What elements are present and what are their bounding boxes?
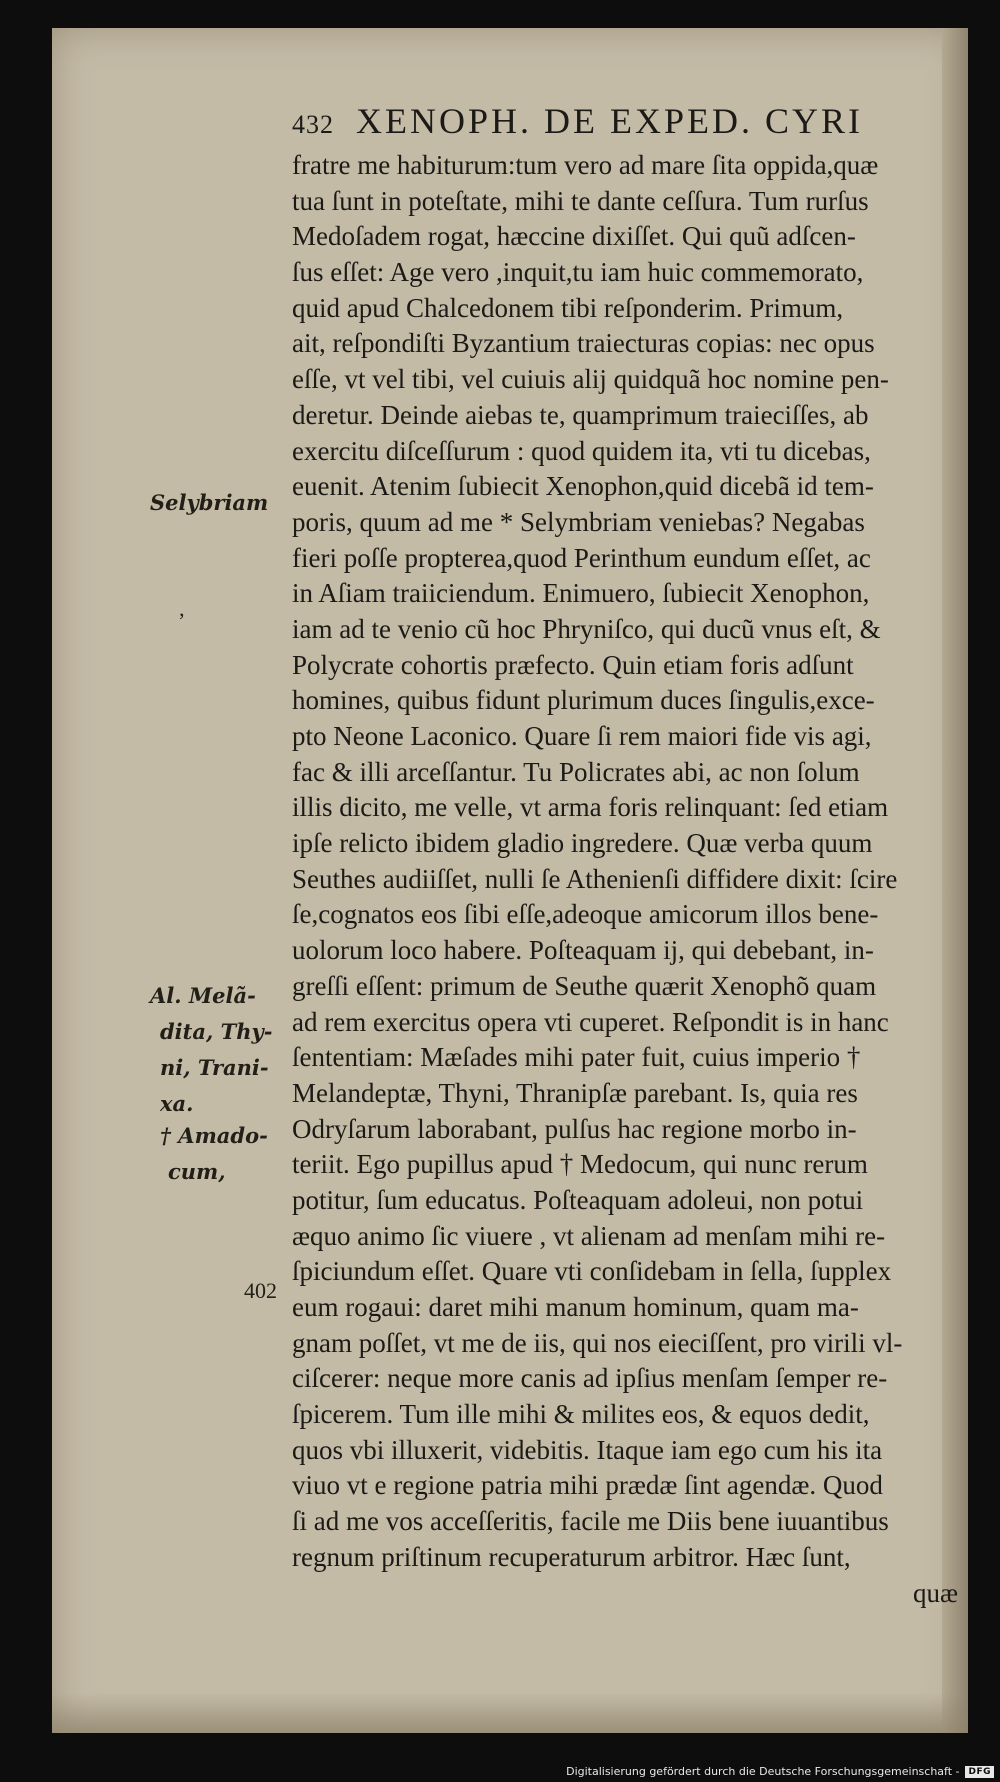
text-line: eſſe, vt vel tibi, vel cuiuis alij quidquã hoc nomine pen- — [292, 364, 889, 395]
margin-note-variant: ni, Trani- — [160, 1055, 269, 1080]
text-line: ciſcerer: neque more canis ad ipſius menſam ſemper re- — [292, 1363, 888, 1394]
text-line: potitur, ſum educatus. Poſteaquam adoleui, non potui — [292, 1184, 864, 1215]
text-line: fratre me habiturum:tum vero ad mare ſita oppida,quæ — [292, 150, 879, 180]
text-line: Melandeptæ, Thyni, Thranipſæ parebant. Is, quia res — [292, 1077, 858, 1108]
running-title: XENOPH. DE EXPED. CYRI — [356, 101, 863, 141]
text-line: illis dicito, me velle, vt arma foris relinquant: ſed etiam — [292, 792, 889, 823]
text-line: uolorum loco habere. Poſteaquam ij, qui debebant, in- — [292, 935, 874, 966]
text-line: homines, quibus fidunt plurimum duces ſingulis,exce- — [292, 685, 875, 716]
text-line: euenit. Atenim ſubiecit Xenophon,quid dicebã id tem- — [292, 471, 874, 502]
catchword: quæ — [912, 1577, 958, 1608]
text-line: fieri poſſe propterea,quod Perinthum eundum eſſet, ac — [292, 542, 871, 573]
text-line: Medoſadem rogat, hæccine dixiſſet. Qui quũ adſcen- — [292, 221, 856, 252]
digitization-credit — [566, 1765, 994, 1778]
text-line: quid apud Chalcedonem tibi reſponderim. Primum, — [292, 292, 844, 323]
margin-number: 402 — [244, 1278, 277, 1303]
text-line: iam ad te venio cũ hoc Phryniſco, qui ducũ vnus eſt, & — [292, 613, 881, 644]
text-line: ſententiam: Mæſades mihi pater fuit, cuius imperio † — [292, 1042, 861, 1073]
text-line: deretur. Deinde aiebas te, quamprimum traieciſſes, ab — [292, 399, 869, 430]
text-line: Polycrate cohortis præfecto. Quin etiam foris adſunt — [292, 649, 854, 680]
margin-note-amadocum: cum, — [168, 1159, 226, 1184]
text-line: Seuthes audiiſſet, nulli ſe Athenienſi diffidere dixit: ſcire — [292, 863, 898, 894]
text-line: viuo vt e regione patria mihi prædæ ſint agendæ. Quod — [292, 1470, 883, 1501]
text-line: exercitu diſceſſurum : quod quidem ita, vti tu dicebas, — [292, 435, 871, 466]
page-number: 432 — [292, 110, 334, 139]
text-line: quos vbi illuxerit, videbitis. Itaque iam ego cum his ita — [292, 1434, 883, 1465]
text-line: eum rogaui: daret mihi manum hominum, quam ma- — [292, 1292, 859, 1322]
text-line: ſus eſſet: Age vero ,inquit,tu iam huic commemorato, — [292, 257, 864, 288]
page-shadow — [52, 1693, 968, 1733]
text-line: gnam poſſet, vt me de iis, qui nos eieciſſent, pro virili vl- — [292, 1327, 903, 1358]
margin-note-amadocum: † Amado- — [160, 1123, 268, 1148]
text-line: ad rem exercitus opera vti cuperet. Reſpondit is in hanc — [292, 1006, 889, 1037]
text-line: ſpicerem. Tum ille mihi & milites eos, & equos dedit, — [292, 1399, 870, 1430]
text-line: ait, reſpondiſti Byzantium traiecturas copias: nec opus — [292, 328, 875, 359]
text-line: ſi ad me vos acceſſeritis, facile me Diis bene iuuantibus — [292, 1506, 889, 1537]
margin-mark: ‚ — [178, 596, 186, 621]
text-line: regnum priſtinum recuperaturum arbitror. Hæc ſunt, — [292, 1541, 851, 1572]
margin-note-variant: Al. Melã- — [150, 983, 256, 1008]
margin-note-variant: xa. — [160, 1091, 194, 1116]
running-header — [292, 100, 952, 142]
text-line: teriit. Ego pupillus apud † Medocum, qui nunc rerum — [292, 1149, 868, 1180]
text-line: tua ſunt in poteſtate, mihi te dante ceſſura. Tum rurſus — [292, 185, 869, 216]
text-line: ſpiciundum eſſet. Quare vti conſidebam in ſella, ſupplex — [292, 1256, 892, 1287]
text-line: in Aſiam traiiciendum. Enimuero, ſubiecit Xenophon, — [292, 578, 870, 609]
text-line: fac & illi arceſſantur. Tu Policrates abi, ac non ſolum — [292, 756, 860, 787]
main-text-block — [292, 148, 958, 1611]
credit-text: Digitalisierung gefördert durch die Deutsche Forschungsgemeinschaft - — [566, 1765, 960, 1778]
text-line: ſe,cognatos eos ſibi eſſe,adeoque amicorum illos bene- — [292, 899, 879, 930]
text-line: Odryſarum laborabant, pulſus hac regione morbo in- — [292, 1113, 857, 1144]
margin-note-variant: dita, Thy- — [160, 1019, 273, 1044]
margin-note-selybriam: Selybriam — [150, 490, 269, 515]
text-line: poris, quum ad me * Selymbriam veniebas? Negabas — [292, 506, 865, 537]
text-line: greſſi eſſent: primum de Seuthe quærit Xenophõ quam — [292, 970, 877, 1001]
text-line: æquo animo ſic viuere , vt alienam ad menſam mihi re- — [292, 1220, 886, 1251]
text-line: ipſe relicto ibidem gladio ingredere. Quæ verba quum — [292, 828, 873, 859]
dfg-logo: DFG — [965, 1766, 994, 1778]
text-line: pto Neone Laconico. Quare ſi rem maiori fide vis agi, — [292, 721, 872, 751]
